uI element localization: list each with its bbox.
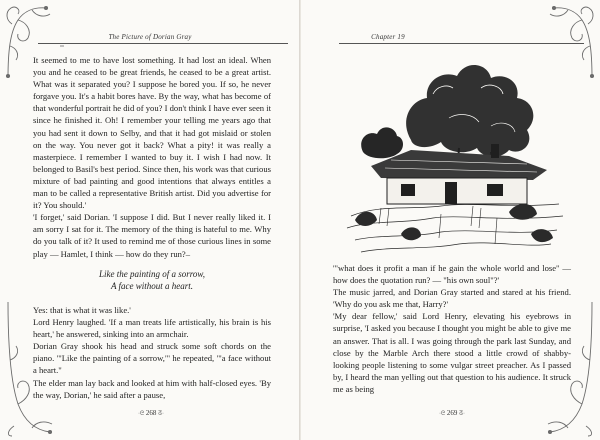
verse-line: Like the painting of a sorrow, bbox=[98, 269, 205, 279]
page-number-value: 269 bbox=[446, 409, 458, 417]
paragraph: '"what does it profit a man if he gain the whole world and lose" — how does the quotation run? — "his own soul"?' bbox=[333, 263, 571, 286]
page-number bbox=[121, 409, 181, 418]
body-text-top bbox=[33, 54, 271, 260]
cottage-engraving-icon bbox=[341, 48, 569, 260]
verse-line: A face without a heart. bbox=[110, 281, 194, 291]
paragraph: Dorian Gray shook his head and struck some soft chords on the piano. '"Like the painting of a sorrow,"' he repeated, '"a face without a heart." bbox=[33, 341, 271, 376]
left-page bbox=[0, 0, 299, 440]
page-number-value: 268 bbox=[145, 409, 157, 417]
right-page bbox=[301, 0, 600, 440]
running-head: Chapter 19 bbox=[371, 33, 405, 41]
verse-quotation bbox=[33, 268, 271, 292]
paragraph: 'My dear fellow,' said Lord Henry, elevating his eyebrows in surprise, 'I asked you because I thought you might be able to give me an answer. That is all. I was going through the park last Sunday, and close by the Marble Arch there stood a little crowd of shabby-looking people listening to some vulgar street preacher. As I passed by, I heard the man yelling out that question to his audience. It struck me as being bbox=[333, 311, 571, 394]
body-text bbox=[333, 262, 571, 395]
running-head: The Picture of Dorian Gray bbox=[108, 33, 192, 41]
paragraph: It seemed to me to have lost something. It had lost an ideal. When you and he ceased to be great friends, he ceased to be a great artist. What was it separated you? I suppose he bored you. If so, he never forgave you. It's a habit bores have. By the way, what has become of that wonderful portrait he did of you? I don't think I have ever seen it since he finished it. Oh! I remember your telling me years ago that you had sent it down to Selby, and that it had got mislaid or stolen on the way. You never got it back? What a pity! it was really a masterpiece. I remember I wanted to buy it. I wish I had now. It belonged to Basil's best period. Since then, his work was that curious mixture of bad painting and good intentions that always entitles a man to be called a representative British artist. Did you advertise for it? You should.' bbox=[33, 55, 271, 211]
paragraph: The music jarred, and Dorian Gray started and stared at his friend. 'Why do you ask me that, Harry?' bbox=[333, 287, 571, 310]
folio-ornament: ·ᘓ bbox=[137, 411, 145, 417]
body-text-bottom bbox=[33, 304, 271, 401]
paragraph: Yes: that is what it was like.' bbox=[33, 305, 131, 315]
page-number bbox=[422, 409, 482, 418]
folio-ornament: ᘔ· bbox=[158, 411, 165, 417]
paragraph: 'I forget,' said Dorian. 'I suppose I did. But I never really liked it. I am sorry I sat for it. The memory of the thing is hateful to me. Why do you talk of it? It used to remind me of those curious lines in some play — Hamlet, I think — how do they run?– bbox=[33, 212, 271, 259]
folio-ornament: ·ᘓ bbox=[438, 411, 446, 417]
paragraph: The elder man lay back and looked at him with half-closed eyes. 'By the way, Dorian,' he said after a pause, bbox=[33, 377, 271, 400]
header-rule bbox=[339, 43, 584, 44]
folio-ornament: ᘔ· bbox=[459, 411, 466, 417]
header-rule bbox=[38, 43, 288, 44]
paragraph: Lord Henry laughed. 'If a man treats life artistically, his brain is his heart,' he answered, sinking into an armchair. bbox=[33, 317, 271, 340]
